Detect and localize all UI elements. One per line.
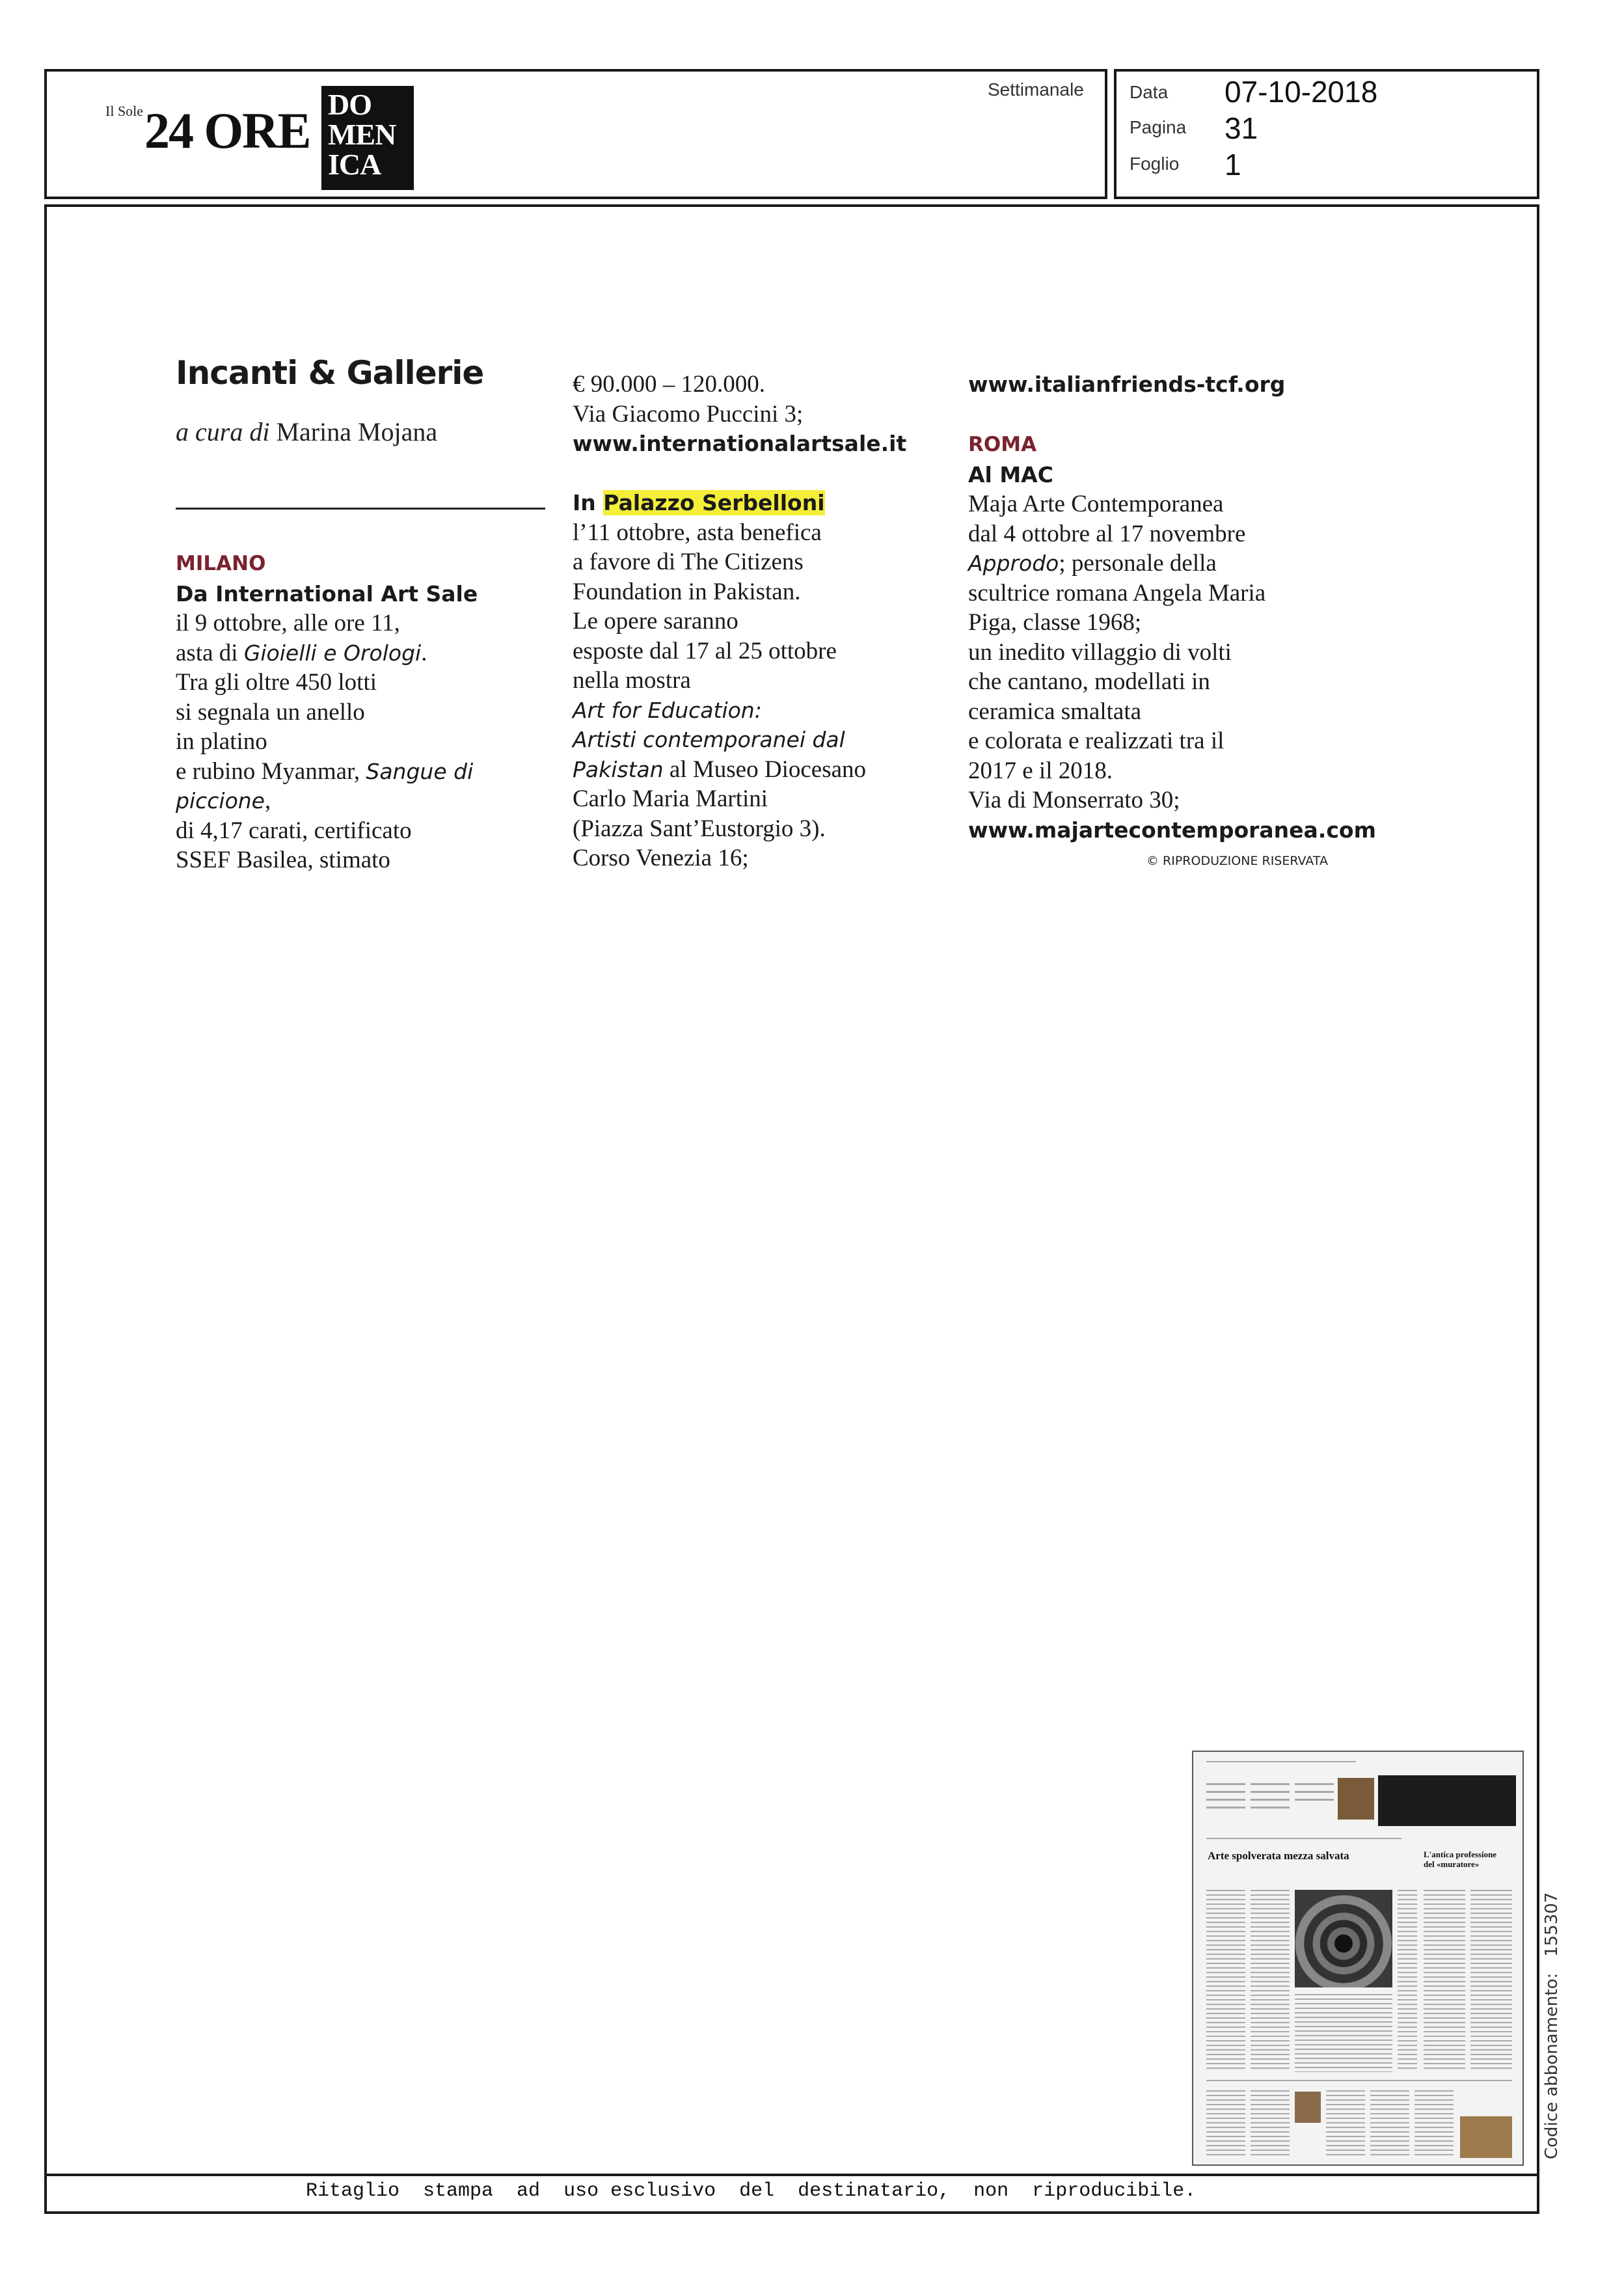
article-column-1: MILANO Da International Art Sale il 9 ottobre, alle ore 11, asta di Gioielli e Orologi. Tra gli oltre 450 lotti si segnala un anello in platino e rubino Myanmar, Sangue di piccione, di 4,17 carati, certificato SSEF Basilea, stimato: [176, 552, 478, 873]
col1-heading: Da International Art Sale: [176, 580, 478, 607]
italianfriends-link[interactable]: www.italianfriends-tcf.org: [968, 372, 1286, 397]
logo-domenica: DO MEN ICA: [321, 86, 414, 190]
article-column-3: www.italianfriends-tcf.org ROMA Al MAC Maja Arte Contemporanea dal 4 ottobre al 17 novembre Approdo; personale della scultrice romana Angela Maria Piga, classe 1968; un inedito villaggio di volti che cantano, modellati in ceramica smaltata e colorata e realizzati tra il 2017 e il 2018. Via di Monserrato 30; www.majartecontemporanea.com: [968, 372, 1376, 843]
thumbnail-headline-right: L'antica professione del «muratore»: [1424, 1849, 1497, 1869]
frequency-label: Settimanale: [988, 79, 1084, 100]
thumbnail-sculpture-photo: [1460, 2116, 1512, 2158]
copyright-notice: © RIPRODUZIONE RISERVATA: [1146, 854, 1328, 868]
pagina-value: 31: [1225, 111, 1258, 145]
thumbnail-photo-bottom: [1295, 2092, 1321, 2123]
col3-heading: Al MAC: [968, 461, 1053, 487]
thumbnail-staircase-photo: [1295, 1890, 1392, 1987]
data-label: Data: [1130, 82, 1169, 102]
article-title: Incanti & Gallerie: [176, 354, 484, 392]
footer-notice: Ritaglio stampa ad uso esclusivo del destinatario, non riproducibile.: [306, 2180, 1197, 2202]
foglio-label: Foglio: [1130, 154, 1180, 174]
city-label-milano: MILANO: [176, 552, 266, 575]
international-art-sale-link[interactable]: www.internationalartsale.it: [573, 431, 907, 456]
pagina-label: Pagina: [1130, 117, 1187, 137]
logo-il-sole: Il Sole: [105, 103, 144, 119]
foglio-value: 1: [1225, 148, 1241, 182]
thumbnail-headline-left: Arte spolverata mezza salvata: [1208, 1849, 1349, 1862]
article-byline: a cura di Marina Mojana: [176, 417, 438, 446]
footer-rule: [44, 2174, 1539, 2176]
data-value: 07-10-2018: [1225, 75, 1378, 109]
thumbnail-dark-banner: [1378, 1775, 1516, 1826]
article-column-2: € 90.000 – 120.000. Via Giacomo Puccini 3; www.internationalartsale.it In Palazzo Serbelloni l’11 ottobre, asta benefica a favore di The Citizens Foundation in Pakistan. Le opere saranno esposte dal 17 al 25 ottobre nella mostra Art for Education: Artisti contemporanei dal Pakistan al Museo Diocesano Carlo Maria Martini (Piazza Sant’Eustorgio 3). Corso Venezia 16;: [573, 371, 907, 871]
title-rule: [176, 508, 545, 510]
page-thumbnail: [1192, 1751, 1524, 2166]
palazzo-serbelloni-highlight: Palazzo Serbelloni: [603, 490, 825, 515]
subscription-code: Codice abbonamento: 155307: [1542, 1892, 1562, 2159]
logo-24-ore: 24 ORE: [144, 102, 310, 159]
majarte-link[interactable]: www.majartecontemporanea.com: [968, 817, 1376, 843]
thumbnail-photo-small: [1338, 1778, 1374, 1820]
city-label-roma: ROMA: [968, 433, 1037, 456]
